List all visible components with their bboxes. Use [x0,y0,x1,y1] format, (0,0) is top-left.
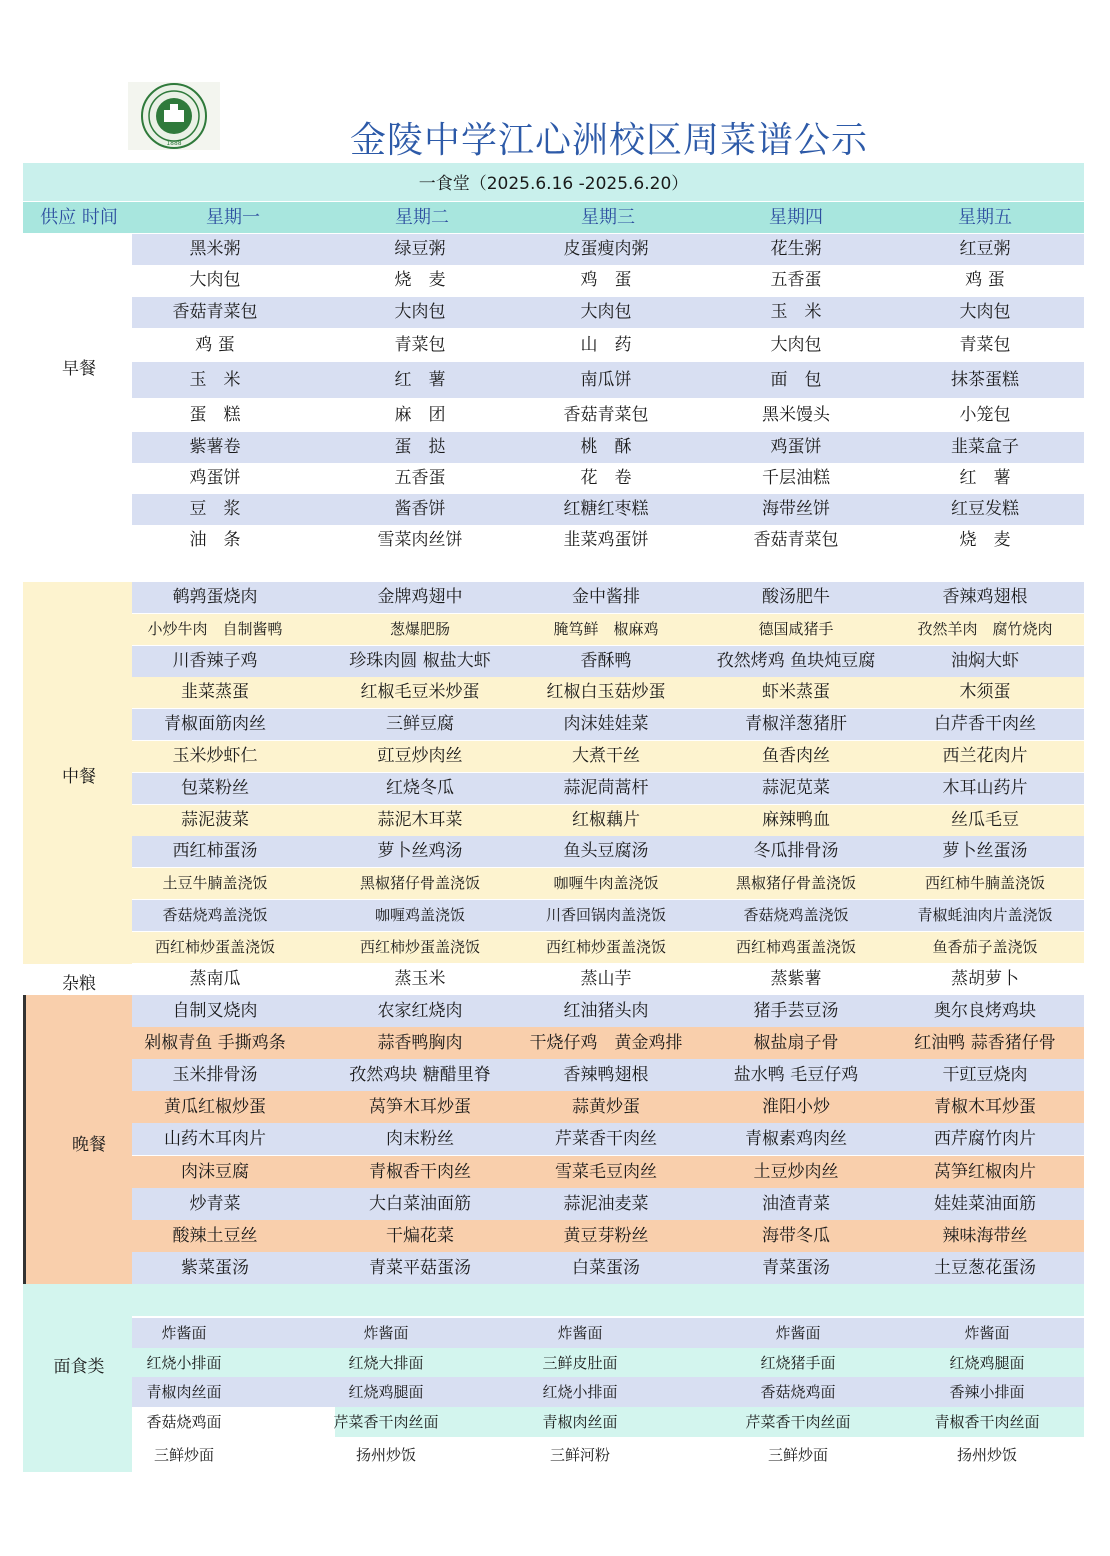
breakfast-row [0,234,1110,265]
coarse-grain-label: 杂粮 [62,974,96,994]
menu-cell: 盐水鸭 毛豆仔鸡 [733,1065,859,1086]
menu-cell: 桃 酥 [580,437,632,457]
menu-cell: 青椒香干肉丝面 [934,1413,1040,1431]
menu-cell: 蛋 糕 [189,405,241,425]
menu-cell: 红烧鸡腿面 [348,1383,424,1401]
menu-cell: 鸡 蛋 [965,270,1005,290]
menu-cell: 包菜粉丝 [181,777,249,798]
menu-cell: 鱼头豆腐汤 [563,841,649,862]
lunch-row [0,773,1110,804]
menu-cell: 土豆炒肉丝 [753,1161,839,1182]
menu-cell: 虾米蒸蛋 [762,682,830,703]
menu-cell: 花 卷 [580,468,632,488]
menu-cell: 小炒牛肉 自制酱鸭 [147,619,283,638]
menu-cell: 大白菜油面筋 [369,1193,471,1214]
menu-cell: 豆 浆 [189,499,241,519]
noodle-top-band [23,1284,1084,1316]
menu-cell: 大肉包 [959,302,1011,322]
menu-cell: 酱香饼 [394,499,446,519]
table-header [23,202,1084,233]
menu-cell: 红椒白玉菇炒蛋 [546,682,666,703]
menu-cell: 芹菜香干肉丝 [555,1129,657,1150]
menu-cell: 黄豆芽粉丝 [563,1225,649,1246]
menu-cell: 西芹腐竹肉片 [934,1129,1036,1150]
menu-cell: 腌笃鲜 椒麻鸡 [553,619,659,638]
menu-cell: 油渣青菜 [762,1193,830,1214]
menu-cell: 香菇青菜包 [753,530,839,550]
menu-cell: 扬州炒饭 [355,1446,417,1464]
menu-cell: 青菜包 [394,335,446,355]
lunch-row [0,582,1110,613]
breakfast-label: 早餐 [62,359,96,379]
menu-cell: 丝瓜毛豆 [951,809,1019,830]
menu-cell: 芹菜香干肉丝面 [745,1413,851,1431]
menu-cell: 紫菜蛋汤 [181,1257,249,1278]
menu-cell: 大肉包 [770,335,822,355]
menu-cell: 炸酱面 [161,1324,207,1342]
menu-cell: 青菜平菇蛋汤 [369,1257,471,1278]
menu-cell: 海带冬瓜 [762,1225,830,1246]
menu-cell: 西红柿鸡蛋盖浇饭 [735,937,857,956]
menu-cell: 南瓜饼 [580,370,632,390]
dinner-row [0,1156,1110,1188]
menu-cell: 香辣鸡翅根 [942,587,1028,607]
menu-cell: 鸡 蛋 [580,270,632,290]
menu-cell: 蒸紫薯 [770,969,822,989]
menu-cell: 葱爆肥肠 [389,619,451,638]
menu-cell: 肉沫豆腐 [181,1161,249,1182]
menu-cell: 紫薯卷 [189,437,241,457]
menu-cell: 白芹香干肉丝 [934,714,1036,735]
menu-cell: 海带丝饼 [762,499,830,519]
menu-cell: 白菜蛋汤 [572,1257,640,1278]
menu-cell: 自制叉烧肉 [172,1001,258,1021]
menu-cell: 金中酱排 [572,587,640,607]
menu-cell: 冬瓜排骨汤 [753,841,839,862]
menu-cell: 萝卜丝蛋汤 [942,841,1028,862]
breakfast-row [0,432,1110,463]
dinner-row [0,1091,1110,1123]
menu-cell: 红 薯 [959,468,1011,488]
menu-cell: 大煮干丝 [572,746,640,766]
menu-cell: 三鲜炒面 [767,1446,829,1464]
menu-cell: 大肉包 [189,270,241,290]
menu-cell: 鸡蛋饼 [770,437,822,457]
menu-cell: 青椒香干肉丝 [369,1161,471,1182]
breakfast-row [0,400,1110,431]
menu-cell: 香菇烧鸡面 [760,1383,836,1401]
menu-cell: 山 药 [580,335,632,355]
menu-cell: 玉米排骨汤 [172,1065,258,1086]
breakfast-row [0,297,1110,328]
menu-cell: 川香辣子鸡 [172,650,258,671]
menu-cell: 香菇青菜包 [563,405,649,425]
menu-cell: 萝卜丝鸡汤 [377,841,463,862]
menu-cell: 千层油糕 [762,468,830,488]
menu-cell: 雪菜肉丝饼 [377,530,463,550]
menu-cell: 炸酱面 [557,1324,603,1342]
menu-cell: 蒜泥苋菜 [762,777,830,798]
dinner-row [0,1188,1110,1220]
menu-cell: 西兰花肉片 [942,746,1028,766]
menu-cell: 蒜泥油麦菜 [563,1193,649,1214]
menu-cell: 麻 团 [394,405,446,425]
menu-cell: 剁椒青鱼 手撕鸡条 [144,1033,286,1054]
dinner-row [0,995,1110,1027]
menu-cell: 三鲜豆腐 [386,714,454,735]
menu-cell: 蒜泥木耳菜 [377,809,463,830]
menu-cell: 青椒蚝油肉片盖浇饭 [917,906,1053,924]
menu-cell: 鹌鹑蛋烧肉 [172,587,258,607]
lunch-row [0,836,1110,867]
menu-cell: 鱼香茄子盖浇饭 [932,937,1038,956]
dinner-row [0,1220,1110,1252]
menu-cell: 娃娃菜油面筋 [934,1193,1036,1214]
lunch-row [0,614,1110,645]
menu-cell: 红豆发糕 [951,499,1019,519]
header-supply-time: 供应 时间 [40,207,118,228]
menu-cell: 红烧鸡腿面 [949,1354,1025,1372]
menu-cell: 莴笋木耳炒蛋 [369,1097,471,1118]
dinner-row [0,1252,1110,1284]
menu-cell: 香酥鸭 [580,650,632,671]
menu-cell: 韭菜蒸蛋 [181,682,249,703]
menu-cell: 德国咸猪手 [758,619,834,638]
menu-cell: 红烧猪手面 [760,1354,836,1372]
menu-cell: 玉 米 [770,302,822,322]
menu-cell: 大肉包 [580,302,632,322]
menu-cell: 红油猪头肉 [563,1001,649,1021]
menu-cell: 咖喱鸡盖浇饭 [374,906,466,924]
menu-cell: 烧 麦 [394,270,446,290]
menu-cell: 红油鸭 蒜香猪仔骨 [914,1033,1056,1054]
noodle-row [0,1377,1110,1407]
menu-cell: 农家红烧肉 [377,1001,463,1021]
menu-cell: 红烧小排面 [146,1354,222,1372]
header-friday: 星期五 [958,207,1012,228]
canteen-subtitle: 一食堂（2025.6.16 -2025.6.20） [23,163,1084,201]
menu-cell: 椒盐扇子骨 [753,1033,839,1054]
menu-cell: 淮阳小炒 [762,1097,830,1118]
menu-cell: 玉 米 [189,370,241,390]
menu-cell: 香菇青菜包 [172,302,258,322]
menu-cell: 辣味海带丝 [942,1225,1028,1246]
menu-cell: 三鲜炒面 [153,1446,215,1464]
dinner-row [0,1123,1110,1155]
breakfast-row [0,494,1110,525]
menu-cell: 莴笋红椒肉片 [934,1161,1036,1182]
menu-cell: 西红柿炒蛋盖浇饭 [545,937,667,956]
lunch-row [0,900,1110,931]
menu-cell: 红烧小排面 [542,1383,618,1401]
lunch-row [0,868,1110,899]
menu-cell: 孜然羊肉 腐竹烧肉 [917,619,1053,638]
menu-cell: 木耳山药片 [942,777,1028,798]
menu-cell: 炸酱面 [964,1324,1010,1342]
lunch-row [0,741,1110,772]
noodle-row [0,1348,1110,1378]
menu-cell: 孜然鸡块 糖醋里脊 [349,1065,491,1086]
coarse-grain-row [0,964,1110,995]
menu-cell: 炸酱面 [363,1324,409,1342]
menu-cell: 韭菜鸡蛋饼 [563,530,649,550]
menu-cell: 蒸玉米 [394,969,446,989]
page-title: 金陵中学江心洲校区周菜谱公示 [350,120,869,161]
menu-cell: 鸡 蛋 [195,335,235,355]
menu-cell: 青椒肉丝面 [146,1383,222,1401]
breakfast-row [0,362,1110,398]
menu-cell: 红 薯 [394,370,446,390]
menu-cell: 花生粥 [770,239,822,259]
menu-cell: 油 条 [189,530,241,550]
noodle-row [0,1318,1110,1348]
menu-cell: 鱼香肉丝 [762,746,830,766]
menu-cell: 香菇烧鸡盖浇饭 [743,906,849,924]
menu-cell: 黑米粥 [189,239,241,259]
menu-cell: 面 包 [770,370,822,390]
menu-cell: 孜然烤鸡 鱼块炖豆腐 [716,650,876,671]
lunch-row [0,932,1110,963]
menu-cell: 青椒洋葱猪肝 [745,714,847,735]
menu-cell: 扬州炒饭 [956,1446,1018,1464]
menu-cell: 香辣鸭翅根 [563,1065,649,1086]
menu-cell: 青菜蛋汤 [762,1257,830,1278]
menu-cell: 香菇烧鸡盖浇饭 [162,906,268,924]
menu-cell: 韭菜盒子 [951,437,1019,457]
breakfast-row [0,525,1110,556]
menu-cell: 蒸胡萝卜 [951,969,1019,989]
menu-cell: 雪菜毛豆肉丝 [555,1161,657,1182]
menu-cell: 豇豆炒肉丝 [377,746,463,766]
lunch-row [0,709,1110,740]
header-tuesday: 星期二 [395,207,449,228]
dinner-row [0,1027,1110,1059]
menu-cell: 西红柿蛋汤 [172,841,258,862]
menu-cell: 玉米炒虾仁 [172,746,258,766]
menu-cell: 蒸南瓜 [189,969,241,989]
menu-cell: 红烧大排面 [348,1354,424,1372]
noodle-row [0,1438,1110,1472]
menu-cell: 西红柿牛腩盖浇饭 [924,874,1046,893]
menu-cell: 蒜香鸭胸肉 [377,1033,463,1054]
header-thursday: 星期四 [769,207,823,228]
menu-cell: 土豆葱花蛋汤 [934,1257,1036,1278]
menu-cell: 川香回锅肉盖浇饭 [545,906,667,924]
noodle-label: 面食类 [53,1357,105,1377]
menu-cell: 黑椒猪仔骨盖浇饭 [735,874,857,893]
menu-cell: 三鲜河粉 [549,1446,611,1464]
menu-cell: 青椒素鸡肉丝 [745,1129,847,1150]
menu-cell: 干烧仔鸡 黄金鸡排 [529,1033,683,1054]
school-logo [128,82,220,150]
breakfast-row [0,265,1110,296]
menu-cell: 鸡蛋饼 [189,468,241,488]
menu-cell: 五香蛋 [770,270,822,290]
menu-cell: 猪手芸豆汤 [753,1001,839,1021]
lunch-row [0,805,1110,836]
lunch-row [0,646,1110,677]
menu-cell: 香菇烧鸡面 [146,1413,222,1431]
menu-cell: 土豆牛腩盖浇饭 [162,874,268,893]
dinner-row [0,1059,1110,1091]
menu-cell: 干豇豆烧肉 [942,1065,1028,1086]
menu-cell: 干煸花菜 [386,1225,454,1246]
menu-cell: 青菜包 [959,335,1011,355]
menu-cell: 山药木耳肉片 [164,1129,266,1150]
menu-cell: 蒜泥茼蒿杆 [563,777,649,798]
menu-cell: 炸酱面 [775,1324,821,1342]
menu-cell: 金牌鸡翅中 [377,587,463,607]
menu-cell: 肉末粉丝 [386,1129,454,1150]
menu-cell: 肉沫娃娃菜 [563,714,649,735]
menu-cell: 西红柿炒蛋盖浇饭 [154,937,276,956]
menu-cell: 红椒毛豆米炒蛋 [360,682,480,703]
menu-cell: 酸汤肥牛 [762,587,830,607]
menu-cell: 芹菜香干肉丝面 [333,1413,439,1431]
svg-text:1888: 1888 [166,140,182,147]
menu-cell: 黑米馒头 [762,405,830,425]
menu-cell: 麻辣鸭血 [762,809,830,830]
menu-cell: 香辣小排面 [949,1383,1025,1401]
lunch-label: 中餐 [62,767,96,787]
menu-cell: 青椒面筋肉丝 [164,714,266,735]
menu-cell: 皮蛋瘦肉粥 [563,239,649,259]
breakfast-row [0,463,1110,494]
menu-cell: 蛋 挞 [394,437,446,457]
menu-cell: 大肉包 [394,302,446,322]
menu-cell: 红糖红枣糕 [563,499,649,519]
menu-cell: 绿豆粥 [394,239,446,259]
menu-cell: 酸辣土豆丝 [172,1225,258,1246]
menu-cell: 蒸山芋 [580,969,632,989]
menu-cell: 蒜泥菠菜 [181,809,249,830]
menu-cell: 珍珠肉圆 椒盐大虾 [349,650,491,671]
breakfast-row [0,329,1110,361]
menu-cell: 蒜黄炒蛋 [572,1097,640,1118]
menu-cell: 红烧冬瓜 [386,777,454,798]
menu-cell: 黑椒猪仔骨盖浇饭 [359,874,481,893]
menu-cell: 黄瓜红椒炒蛋 [164,1097,266,1118]
menu-cell: 奥尔良烤鸡块 [934,1001,1036,1021]
noodle-row [0,1407,1110,1437]
menu-cell: 五香蛋 [394,468,446,488]
header-wednesday: 星期三 [581,207,635,228]
menu-cell: 西红柿炒蛋盖浇饭 [359,937,481,956]
menu-cell: 烧 麦 [959,530,1011,550]
menu-cell: 炒青菜 [189,1193,241,1214]
menu-cell: 红豆粥 [959,239,1011,259]
menu-cell: 抹茶蛋糕 [951,370,1019,390]
header-monday: 星期一 [206,207,260,228]
menu-cell: 青椒木耳炒蛋 [934,1097,1036,1118]
menu-cell: 红椒藕片 [572,809,640,830]
menu-cell: 油焖大虾 [951,650,1019,671]
menu-cell: 三鲜皮肚面 [542,1354,618,1372]
menu-cell: 木须蛋 [959,682,1011,703]
lunch-row [0,677,1110,708]
dinner-label: 晚餐 [72,1135,106,1155]
menu-cell: 咖喱牛肉盖浇饭 [553,874,659,893]
menu-cell: 青椒肉丝面 [542,1413,618,1431]
menu-cell: 小笼包 [959,405,1011,425]
